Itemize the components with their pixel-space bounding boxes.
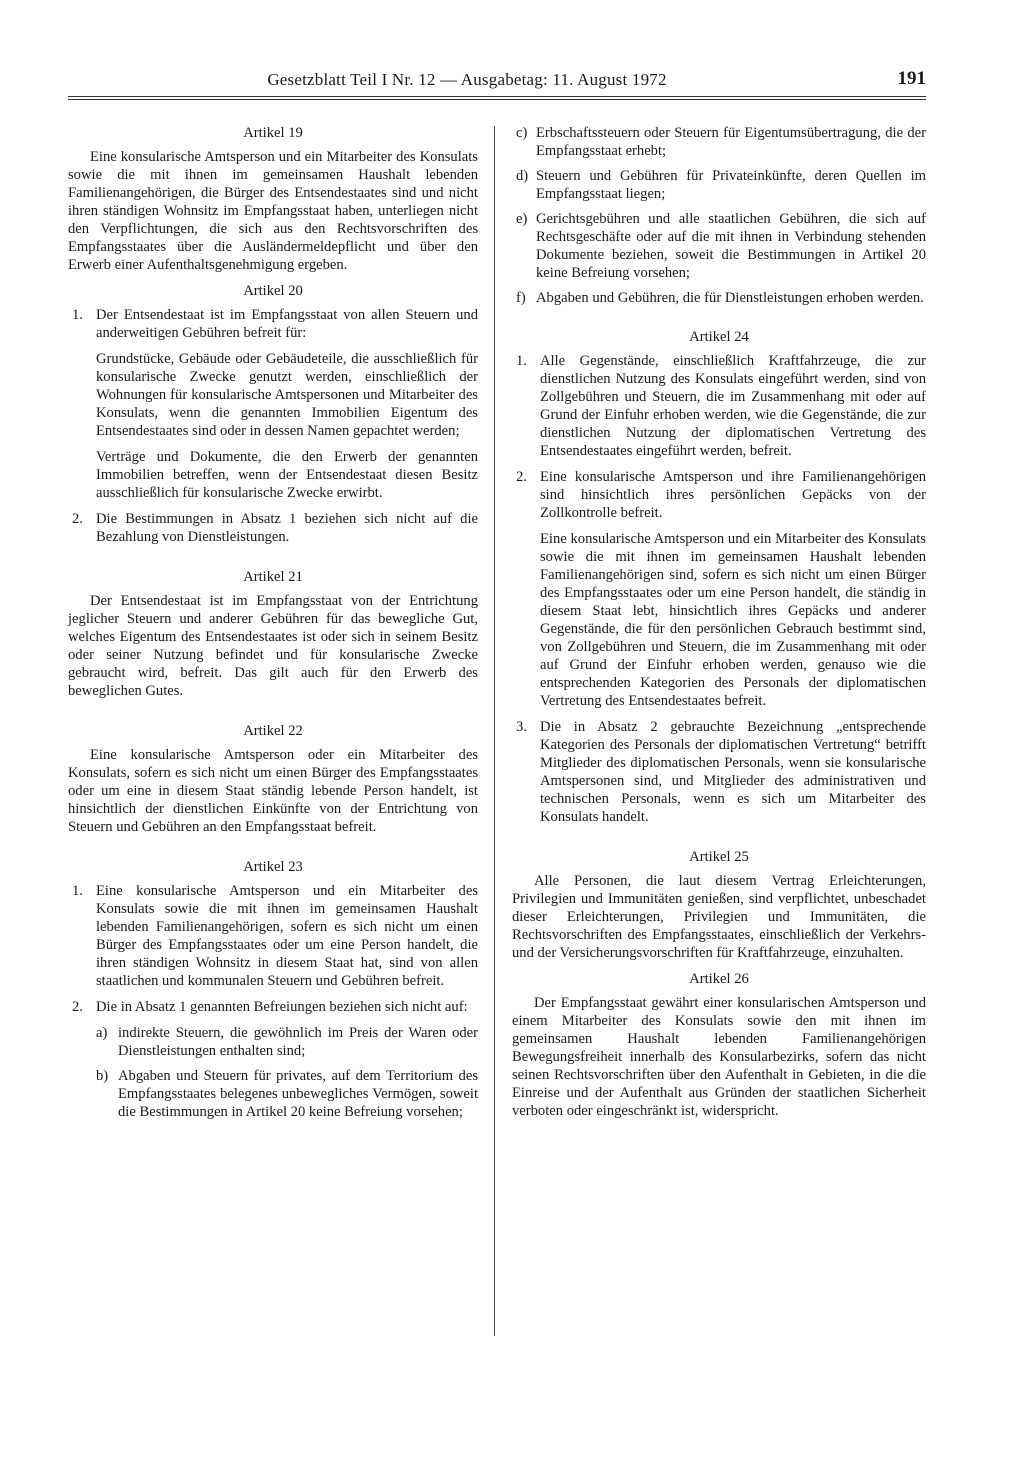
lettered-item bbox=[512, 210, 926, 282]
paragraph-text: Eine konsularische Amtsperson und ein Mitarbeiter des Konsulats sowie die mit ihnen im gemeinsamen Haushalt lebenden Familienangehörigen, sofern es sich nicht um einen Bürger des Empfangsstaates oder um eine Person handelt, die ihren ständigen Wohnsitz in diesem Staat hat, sind von allen staatlichen und kommunalen Steuern und Gebühren befreit. bbox=[96, 883, 478, 989]
numbered-paragraph bbox=[68, 882, 478, 990]
article-26 bbox=[512, 970, 926, 1120]
paragraph-text: Die Bestimmungen in Absatz 1 beziehen sich nicht auf die Bezahlung von Dienstleistungen. bbox=[96, 511, 478, 545]
right-column bbox=[512, 124, 926, 1128]
article-heading: Artikel 23 bbox=[243, 859, 303, 875]
item-text: Steuern und Gebühren für Privateinkünfte, deren Quellen im Empfangsstaat liegen; bbox=[536, 168, 926, 202]
paragraph-number: 2. bbox=[72, 999, 83, 1015]
article-23-continued bbox=[512, 124, 926, 307]
numbered-paragraph bbox=[68, 998, 478, 1016]
article-heading: Artikel 24 bbox=[689, 329, 749, 345]
paragraph-text: Der Entsendestaat ist im Empfangsstaat von allen Steuern und anderweitigen Gebühren befreit für: bbox=[96, 307, 478, 341]
lettered-item bbox=[512, 167, 926, 203]
header-rule bbox=[68, 96, 926, 100]
paragraph-text: Die in Absatz 2 gebrauchte Bezeichnung „entsprechende Kategorien des Personals der diplomatischen Vertretung“ betrifft Mitglieder des diplomatischen Personals, wenn sie konsularische Amtspersonen sind, und Mitglieder des administrativen und technischen Personals, wenn es sich um Mitarbeiter des Konsulats handelt. bbox=[540, 719, 926, 825]
article-heading: Artikel 25 bbox=[689, 849, 749, 865]
sub-paragraph: Verträge und Dokumente, die den Erwerb der genannten Immobilien betreffen, wenn der Entsendestaat diesen Besitz ausschließlich für konsularische Zwecke erwirbt. bbox=[96, 449, 478, 501]
article-24 bbox=[512, 328, 926, 826]
paragraph-text: Eine konsularische Amtsperson und ihre Familienangehörigen sind hinsichtlich ihres persönlichen Gepäcks von der Zollkontrolle befreit. bbox=[540, 469, 926, 521]
item-letter: c) bbox=[516, 125, 528, 141]
item-text: Abgaben und Steuern für privates, auf dem Territorium des Empfangsstaates belegenes unbewegliches Vermögen, soweit die Bestimmungen in Artikel 20 keine Befreiung vorsehen; bbox=[118, 1068, 478, 1120]
numbered-paragraph bbox=[512, 468, 926, 522]
lettered-item bbox=[512, 289, 926, 307]
lettered-item bbox=[512, 124, 926, 160]
paragraph-text: Die in Absatz 1 genannten Befreiungen beziehen sich nicht auf: bbox=[96, 999, 468, 1015]
article-heading: Artikel 20 bbox=[243, 283, 303, 299]
numbered-paragraph bbox=[512, 352, 926, 460]
paragraph-number: 3. bbox=[516, 719, 527, 735]
item-letter: e) bbox=[516, 211, 528, 227]
item-text: indirekte Steuern, die gewöhnlich im Preis der Waren oder Dienstleistungen enthalten sind; bbox=[118, 1025, 478, 1059]
item-letter: f) bbox=[516, 290, 526, 306]
lettered-item bbox=[68, 1067, 478, 1121]
article-text: Eine konsularische Amtsperson und ein Mitarbeiter des Konsulats sowie die mit ihnen im gemeinsamen Haushalt lebenden Familienangehörigen, die Bürger des Entsendestaates sind und nicht ihren ständigen Wohnsitz im Empfangsstaat haben, unterliegen nicht den Verpflichtungen, die sich aus den Rechtsvorschriften des Empfangsstaates über die Ausländermeldepflicht und über den Erwerb einer Aufenthaltsgenehmigung ergeben. bbox=[68, 149, 478, 273]
article-heading: Artikel 21 bbox=[243, 569, 303, 585]
left-column bbox=[68, 124, 478, 1128]
paragraph-number: 1. bbox=[72, 307, 83, 323]
sub-paragraph: Eine konsularische Amtsperson und ein Mitarbeiter des Konsulats sowie die mit ihnen im gemeinsamen Haushalt lebenden Familienangehörigen sind, sofern es sich nicht um einen Bürger des Empfangsstaates oder um eine Person handelt, die ständig in diesem Staat lebt, hinsichtlich ihres Gepäcks und anderer Gegenstände, die für den persönlichen Gebrauch bestimmt sind, von Zollgebühren und Steuern, die im Zusammenhang mit oder auf Grund der Einfuhr erhoben werden, genauso wie die entsprechenden Kategorien des Personals der diplomatischen Vertretung des Entsendestaates befreit. bbox=[540, 531, 926, 709]
article-23 bbox=[68, 858, 478, 1121]
numbered-paragraph bbox=[68, 306, 478, 342]
numbered-paragraph bbox=[68, 510, 478, 546]
article-25 bbox=[512, 848, 926, 962]
article-text: Eine konsularische Amtsperson oder ein Mitarbeiter des Konsulats, sofern es sich nicht um einen Bürger des Empfangsstaates oder um eine in diesem Staat ständig lebende Person handelt, ist hinsichtlich der dienstlichen Einkünfte von der Entrichtung von Steuern und Gebühren an den Empfangsstaat befreit. bbox=[68, 747, 478, 835]
paragraph-number: 2. bbox=[72, 511, 83, 527]
article-heading: Artikel 26 bbox=[689, 971, 749, 987]
item-text: Abgaben und Gebühren, die für Dienstleistungen erhoben werden. bbox=[536, 290, 924, 306]
lettered-item bbox=[68, 1024, 478, 1060]
article-heading: Artikel 19 bbox=[243, 125, 303, 141]
article-20 bbox=[68, 282, 478, 546]
paragraph-number: 1. bbox=[72, 883, 83, 899]
item-letter: a) bbox=[96, 1025, 108, 1041]
article-text: Der Empfangsstaat gewährt einer konsularischen Amtsperson und einem Mitarbeiter des Konsulats sowie den mit ihnen im gemeinsamen Haushalt lebenden Familienangehörigen Bewegungsfreiheit innerhalb des Konsularbezirks, sofern das nicht seinen Rechtsvorschriften über den Aufenthalt in Gebieten, in die die Einreise und der Aufenthalt aus Gründen der staatlichen Sicherheit verboten oder eingeschränkt ist, widerspricht. bbox=[512, 995, 926, 1119]
item-text: Erbschaftssteuern oder Steuern für Eigentumsübertragung, die der Empfangsstaat erhebt; bbox=[536, 125, 926, 159]
numbered-paragraph bbox=[512, 718, 926, 826]
column-divider bbox=[494, 126, 495, 1336]
item-letter: d) bbox=[516, 168, 529, 184]
gazette-title: Gesetzblatt Teil I Nr. 12 — Ausgabetag: 11. August 1972 bbox=[267, 70, 667, 89]
paragraph-number: 2. bbox=[516, 469, 527, 485]
article-text: Der Entsendestaat ist im Empfangsstaat von der Entrichtung jeglicher Steuern und anderer Gebühren für das bewegliche Gut, welches Eigentum des Entsendestaates ist oder sich in seinem Besitz oder seiner Nutzung befindet und für konsularische Zwecke gebraucht wird, befreit. Das gilt auch für den Erwerb des beweglichen Gutes. bbox=[68, 593, 478, 699]
page-number: 191 bbox=[897, 68, 926, 89]
item-letter: b) bbox=[96, 1068, 109, 1084]
item-text: Gerichtsgebühren und alle staatlichen Gebühren, die sich auf Rechtsgeschäfte oder auf die mit ihnen in Verbindung stehenden Dokumente beziehen, soweit die Bestimmungen in Artikel 20 keine Befreiung vorsehen; bbox=[536, 211, 926, 281]
sub-paragraph: Grundstücke, Gebäude oder Gebäudeteile, die ausschließlich für konsularische Zwecke genutzt werden, einschließlich der Wohnungen für konsularische Amtspersonen und Mitarbeiter des Konsulats, wenn die genannten Immobilien Eigentum des Entsendestaates sind oder in dessen Namen gepachtet werden; bbox=[96, 351, 478, 439]
paragraph-number: 1. bbox=[516, 353, 527, 369]
article-22 bbox=[68, 722, 478, 836]
article-21 bbox=[68, 568, 478, 700]
paragraph-text: Alle Gegenstände, einschließlich Kraftfahrzeuge, die zur dienstlichen Nutzung des Konsulats eingeführt werden, sind von Zollgebühren und Steuern, die im Zusammenhang mit oder auf Grund der Einfuhr erhoben werden, wie die Gegenstände, die zur dienstlichen Nutzung der diplomatischen Vertretung des Entsendestaates eingeführt werden, befreit. bbox=[540, 353, 926, 459]
article-text: Alle Personen, die laut diesem Vertrag Erleichterungen, Privilegien und Immunitäten genießen, sind verpflichtet, unbeschadet dieser Erleichterungen, Privilegien und Immunitäten, die Rechtsvorschriften des Empfangsstaates, einschließlich der Verkehrs- und der Versicherungsvorschriften für Kraftfahrzeuge, einzuhalten. bbox=[512, 873, 926, 961]
article-19 bbox=[68, 124, 478, 274]
article-heading: Artikel 22 bbox=[243, 723, 303, 739]
